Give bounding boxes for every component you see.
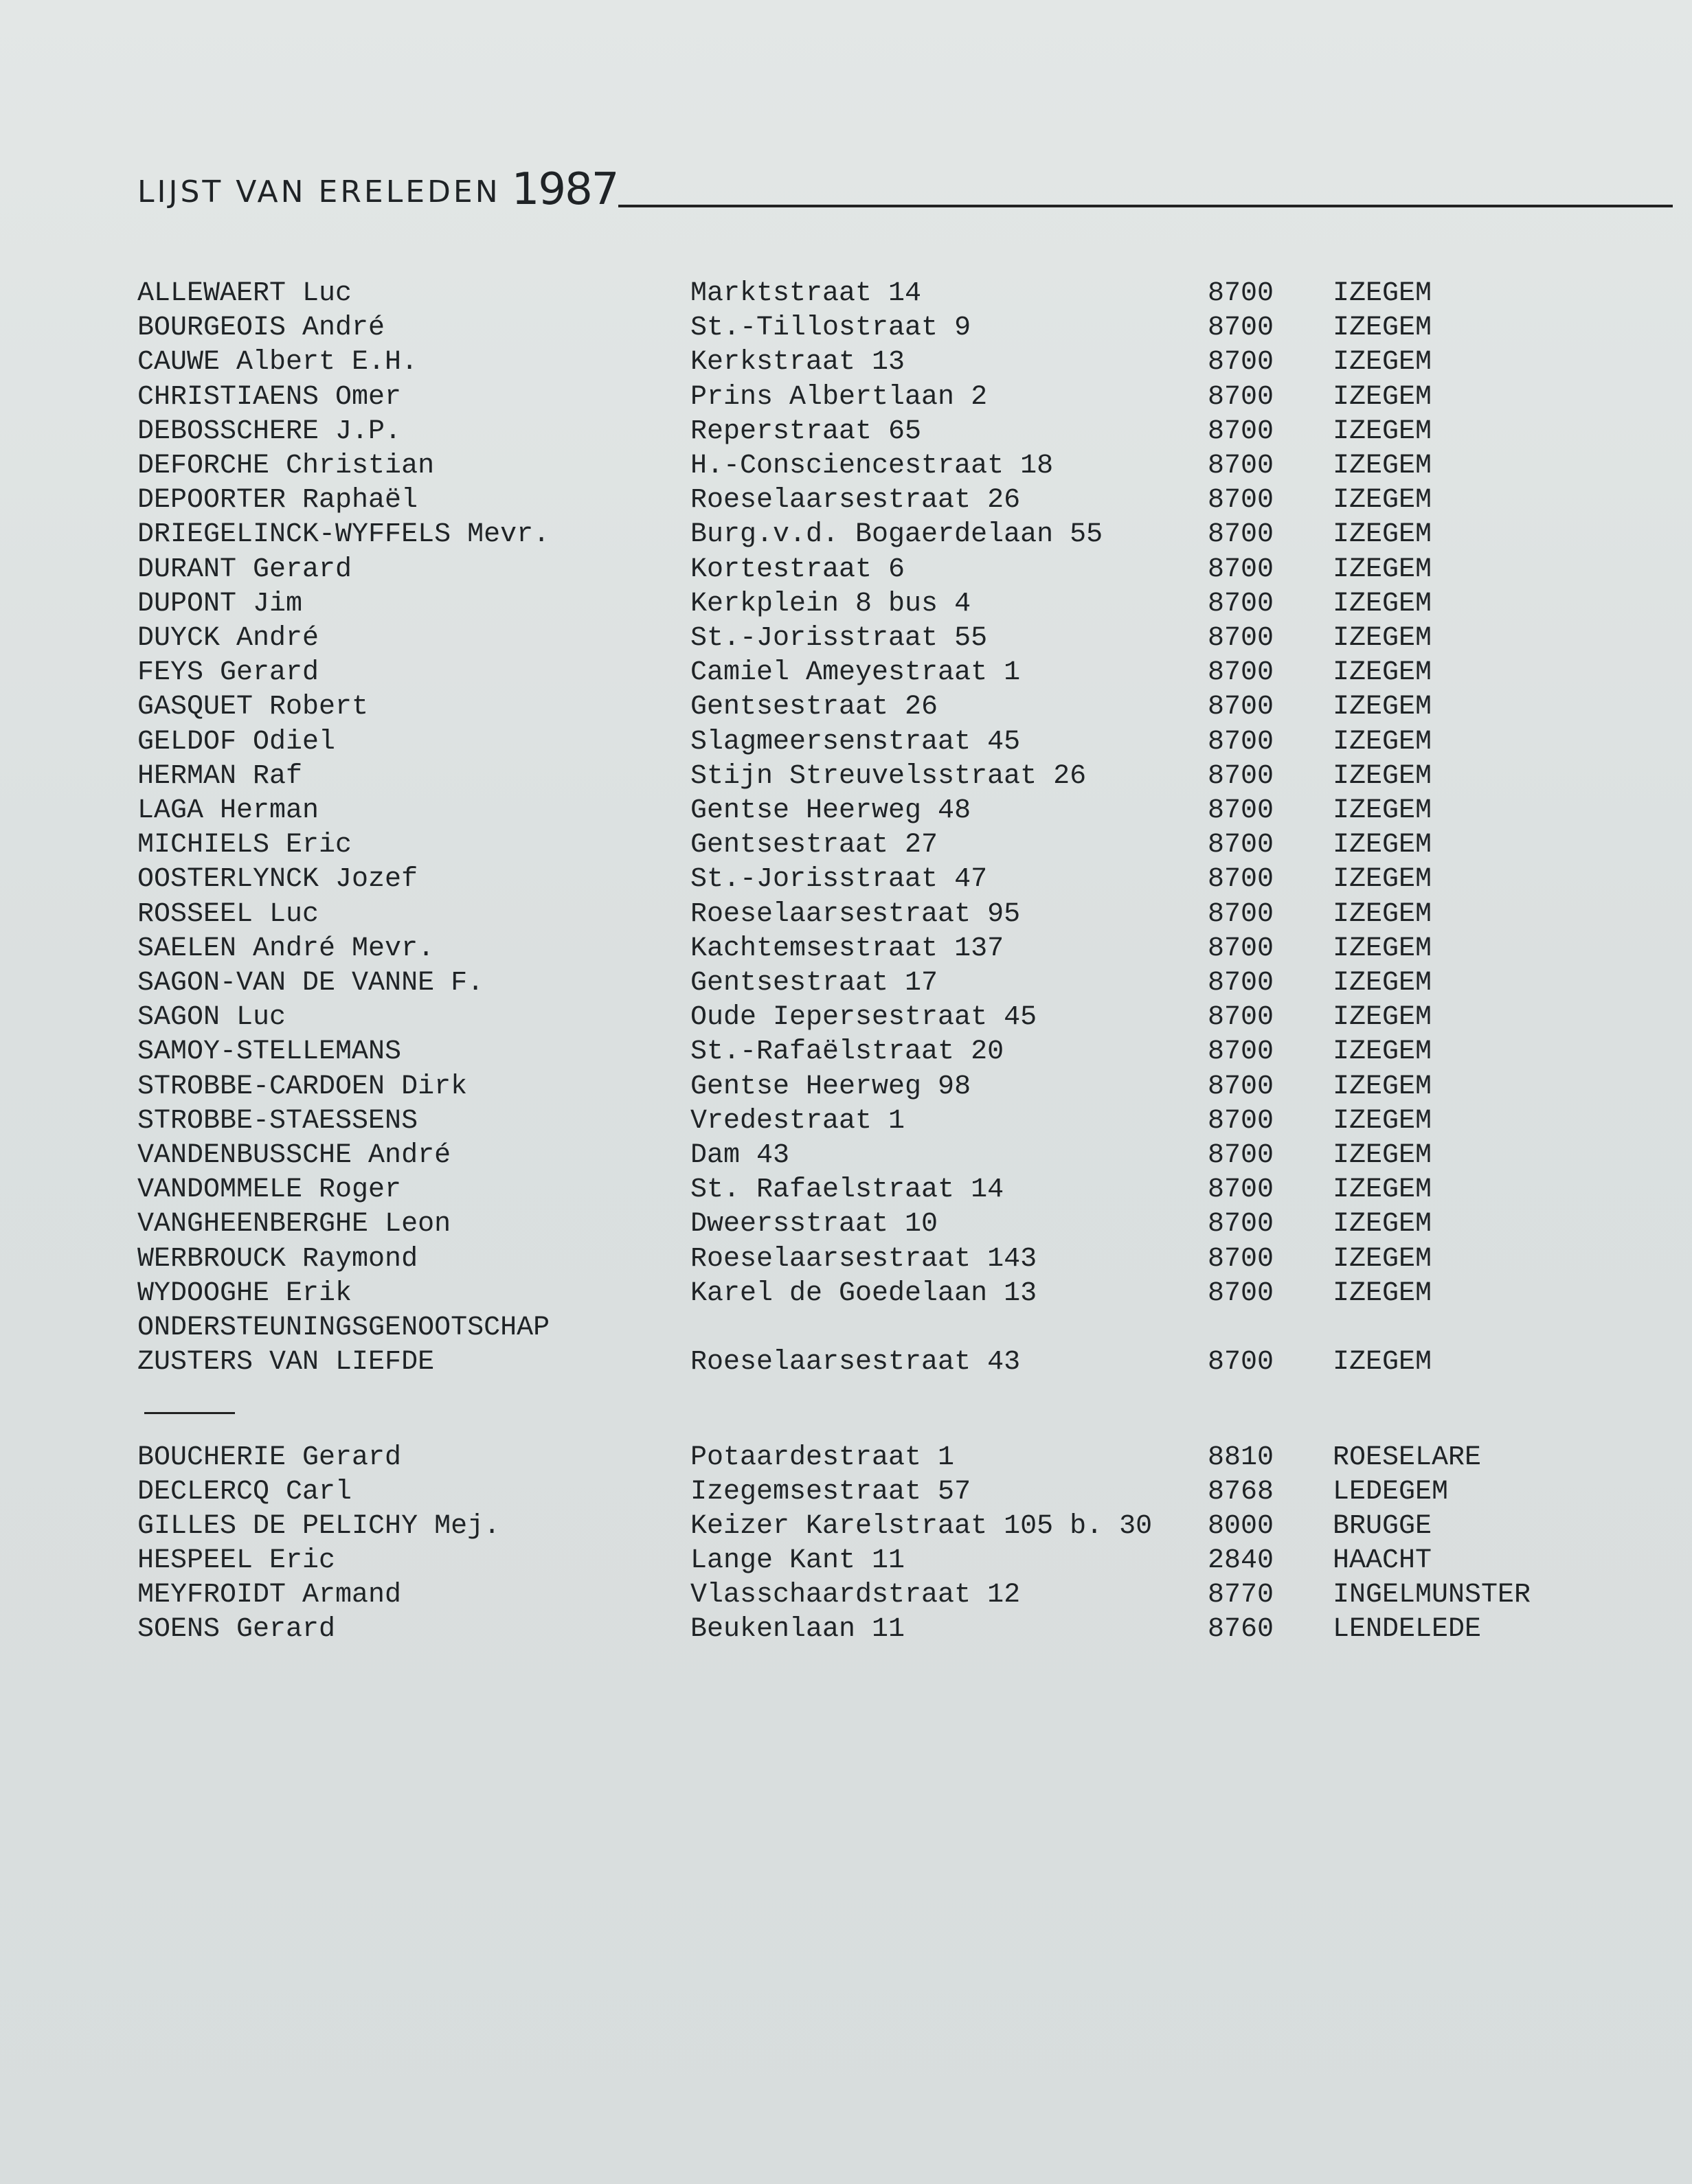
member-name: LAGA Herman	[137, 795, 319, 826]
member-street: Kerkstraat 13	[690, 347, 905, 378]
member-name: DEBOSSCHERE J.P.	[137, 416, 402, 447]
section-divider	[144, 1412, 235, 1414]
member-city: IZEGEM	[1333, 1243, 1432, 1275]
member-city: IZEGEM	[1333, 451, 1432, 481]
member-name: VANDENBUSSCHE André	[137, 1140, 451, 1171]
member-row	[0, 1613, 1692, 1647]
member-street: Burg.v.d. Bogaerdelaan 55	[690, 519, 1103, 551]
member-row	[0, 380, 1692, 415]
member-postal-code: 8700	[1208, 1347, 1274, 1378]
member-street: Reperstraat 65	[690, 416, 922, 447]
member-street: H.-Consciencestraat 18	[690, 451, 1054, 481]
member-name: GILLES DE PELICHY Mej.	[137, 1511, 501, 1542]
member-postal-code: 8768	[1208, 1477, 1274, 1508]
title-year: 1987	[511, 164, 618, 215]
member-row	[0, 587, 1692, 622]
member-row	[0, 1139, 1692, 1173]
member-name: DUYCK André	[137, 623, 319, 654]
member-street: Gentse Heerweg 98	[690, 1071, 971, 1102]
member-row	[0, 1475, 1692, 1510]
member-row	[0, 518, 1692, 552]
member-city: IZEGEM	[1333, 692, 1432, 723]
member-name: CAUWE Albert E.H.	[137, 347, 418, 378]
member-street: Dweersstraat 10	[690, 1209, 938, 1240]
member-row	[0, 863, 1692, 897]
member-row	[0, 690, 1692, 725]
member-postal-code: 8700	[1208, 485, 1274, 516]
member-row	[0, 277, 1692, 311]
member-row	[0, 725, 1692, 760]
title-underline	[618, 205, 1673, 207]
member-city: IZEGEM	[1333, 623, 1432, 654]
member-row	[0, 1544, 1692, 1578]
member-postal-code: 8700	[1208, 278, 1274, 309]
member-name: WERBROUCK Raymond	[137, 1243, 418, 1275]
member-street: Gentsestraat 26	[690, 692, 938, 723]
member-city: IZEGEM	[1333, 1347, 1432, 1378]
member-city: IZEGEM	[1333, 1277, 1432, 1309]
member-postal-code: 2840	[1208, 1545, 1274, 1576]
member-row	[0, 1173, 1692, 1207]
member-street: Potaardestraat 1	[690, 1442, 955, 1473]
member-postal-code: 8700	[1208, 1140, 1274, 1171]
member-name: SOENS Gerard	[137, 1614, 336, 1645]
member-city: LEDEGEM	[1333, 1477, 1449, 1508]
member-city: IZEGEM	[1333, 933, 1432, 964]
member-street: Kortestraat 6	[690, 554, 905, 585]
member-postal-code: 8700	[1208, 795, 1274, 826]
member-street: Roeselaarsestraat 143	[690, 1243, 1037, 1275]
member-name: DRIEGELINCK-WYFFELS Mevr.	[137, 519, 550, 551]
member-row	[0, 794, 1692, 828]
member-name: HESPEEL Eric	[137, 1545, 336, 1576]
member-row	[0, 449, 1692, 484]
member-postal-code: 8700	[1208, 416, 1274, 447]
member-city: IZEGEM	[1333, 416, 1432, 447]
member-postal-code: 8700	[1208, 554, 1274, 585]
member-name: HERMAN Raf	[137, 760, 303, 792]
member-name: BOUCHERIE Gerard	[137, 1442, 402, 1473]
member-row	[0, 898, 1692, 932]
member-postal-code: 8810	[1208, 1442, 1274, 1473]
member-city: IZEGEM	[1333, 726, 1432, 758]
member-name: WYDOOGHE Erik	[137, 1277, 352, 1309]
member-postal-code: 8700	[1208, 830, 1274, 861]
member-postal-code: 8700	[1208, 933, 1274, 964]
member-postal-code: 8700	[1208, 588, 1274, 619]
member-postal-code: 8700	[1208, 381, 1274, 413]
member-street: Slagmeersenstraat 45	[690, 726, 1021, 758]
member-postal-code: 8700	[1208, 451, 1274, 481]
member-name: MEYFROIDT Armand	[137, 1580, 402, 1611]
member-name: BOURGEOIS André	[137, 312, 385, 344]
member-city: IZEGEM	[1333, 1140, 1432, 1171]
member-name: CHRISTIAENS Omer	[137, 381, 402, 413]
member-street: St.-Rafaëlstraat 20	[690, 1036, 1004, 1068]
member-name: GELDOF Odiel	[137, 726, 336, 758]
member-row	[0, 1104, 1692, 1139]
member-postal-code: 8700	[1208, 898, 1274, 930]
member-postal-code: 8700	[1208, 1174, 1274, 1206]
member-street: Gentsestraat 17	[690, 968, 938, 999]
member-name: FEYS Gerard	[137, 657, 319, 689]
member-city: ROESELARE	[1333, 1442, 1482, 1473]
member-name: STROBBE-CARDOEN Dirk	[137, 1071, 468, 1102]
member-row	[0, 1441, 1692, 1475]
member-city: IZEGEM	[1333, 347, 1432, 378]
member-name: SAGON Luc	[137, 1002, 286, 1034]
member-row	[0, 656, 1692, 690]
member-postal-code: 8700	[1208, 347, 1274, 378]
member-row	[0, 345, 1692, 380]
member-city: BRUGGE	[1333, 1511, 1432, 1542]
member-street: Gentsestraat 27	[690, 830, 938, 861]
member-row	[0, 553, 1692, 587]
member-row	[0, 1242, 1692, 1277]
member-street: St. Rafaelstraat 14	[690, 1174, 1004, 1206]
member-city: IZEGEM	[1333, 795, 1432, 826]
member-name: ALLEWAERT Luc	[137, 278, 352, 309]
member-postal-code: 8700	[1208, 1036, 1274, 1068]
member-row	[0, 760, 1692, 794]
member-row	[0, 828, 1692, 863]
member-street: Dam 43	[690, 1140, 790, 1171]
member-city: IZEGEM	[1333, 1002, 1432, 1034]
member-row	[0, 1510, 1692, 1544]
member-row	[0, 1207, 1692, 1242]
member-row	[0, 1035, 1692, 1069]
member-city: IZEGEM	[1333, 381, 1432, 413]
member-row	[0, 1070, 1692, 1104]
member-street: St.-Tillostraat 9	[690, 312, 971, 344]
member-city: HAACHT	[1333, 1545, 1432, 1576]
member-city: IZEGEM	[1333, 554, 1432, 585]
member-city: LENDELEDE	[1333, 1614, 1482, 1645]
member-street: St.-Jorisstraat 47	[690, 864, 988, 896]
member-name: ROSSEEL Luc	[137, 898, 319, 930]
member-city: IZEGEM	[1333, 588, 1432, 619]
member-city: IZEGEM	[1333, 864, 1432, 896]
member-street: St.-Jorisstraat 55	[690, 623, 988, 654]
member-row	[0, 1311, 1692, 1345]
member-name: VANDOMMELE Roger	[137, 1174, 402, 1206]
member-postal-code: 8700	[1208, 1277, 1274, 1309]
member-name: DURANT Gerard	[137, 554, 352, 585]
member-name: SAMOY-STELLEMANS	[137, 1036, 402, 1068]
member-name: ZUSTERS VAN LIEFDE	[137, 1347, 435, 1378]
member-city: IZEGEM	[1333, 1209, 1432, 1240]
member-postal-code: 8700	[1208, 1105, 1274, 1137]
page-title	[137, 157, 1673, 215]
member-row	[0, 622, 1692, 656]
member-name: MICHIELS Eric	[137, 830, 352, 861]
member-street: Camiel Ameyestraat 1	[690, 657, 1021, 689]
member-row	[0, 1001, 1692, 1035]
member-name: DUPONT Jim	[137, 588, 303, 619]
member-postal-code: 8700	[1208, 760, 1274, 792]
member-street: Kachtemsestraat 137	[690, 933, 1004, 964]
member-postal-code: 8770	[1208, 1580, 1274, 1611]
member-city: IZEGEM	[1333, 1174, 1432, 1206]
member-city: IZEGEM	[1333, 519, 1432, 551]
member-postal-code: 8700	[1208, 1002, 1274, 1034]
member-street: Marktstraat 14	[690, 278, 922, 309]
member-street: Beukenlaan 11	[690, 1614, 905, 1645]
member-postal-code: 8700	[1208, 726, 1274, 758]
member-city: IZEGEM	[1333, 760, 1432, 792]
member-row	[0, 1578, 1692, 1613]
member-postal-code: 8700	[1208, 657, 1274, 689]
member-city: IZEGEM	[1333, 278, 1432, 309]
member-name: STROBBE-STAESSENS	[137, 1105, 418, 1137]
member-city: IZEGEM	[1333, 898, 1432, 930]
member-city: IZEGEM	[1333, 1105, 1432, 1137]
member-row	[0, 484, 1692, 518]
member-city: IZEGEM	[1333, 1071, 1432, 1102]
member-row	[0, 311, 1692, 345]
member-postal-code: 8700	[1208, 968, 1274, 999]
member-postal-code: 8700	[1208, 312, 1274, 344]
member-city: IZEGEM	[1333, 968, 1432, 999]
member-row	[0, 1345, 1692, 1380]
member-name: DEPOORTER Raphaël	[137, 485, 418, 516]
member-street: Oude Iepersestraat 45	[690, 1002, 1037, 1034]
member-row	[0, 966, 1692, 1001]
member-name: DEFORCHE Christian	[137, 451, 435, 481]
member-postal-code: 8700	[1208, 1071, 1274, 1102]
member-name: GASQUET Robert	[137, 692, 369, 723]
member-name: VANGHEENBERGHE Leon	[137, 1209, 451, 1240]
member-street: Kerkplein 8 bus 4	[690, 588, 971, 619]
member-street: Roeselaarsestraat 43	[690, 1347, 1021, 1378]
member-name: DECLERCQ Carl	[137, 1477, 352, 1508]
member-street: Lange Kant 11	[690, 1545, 905, 1576]
member-street: Keizer Karelstraat 105 b. 30	[690, 1511, 1153, 1542]
member-street: Karel de Goedelaan 13	[690, 1277, 1037, 1309]
member-city: IZEGEM	[1333, 657, 1432, 689]
member-postal-code: 8700	[1208, 1243, 1274, 1275]
member-name: ONDERSTEUNINGSGENOOTSCHAP	[137, 1312, 550, 1343]
member-street: Izegemsestraat 57	[690, 1477, 971, 1508]
member-street: Roeselaarsestraat 95	[690, 898, 1021, 930]
member-city: IZEGEM	[1333, 312, 1432, 344]
member-name: SAGON-VAN DE VANNE F.	[137, 968, 484, 999]
member-row	[0, 415, 1692, 449]
member-name: SAELEN André Mevr.	[137, 933, 435, 964]
member-city: INGELMUNSTER	[1333, 1580, 1531, 1611]
member-postal-code: 8700	[1208, 864, 1274, 896]
member-street: Prins Albertlaan 2	[690, 381, 988, 413]
title-text: LIJST VAN ERELEDEN	[137, 174, 501, 209]
member-postal-code: 8700	[1208, 519, 1274, 551]
member-street: Vredestraat 1	[690, 1105, 905, 1137]
member-city: IZEGEM	[1333, 830, 1432, 861]
member-postal-code: 8700	[1208, 623, 1274, 654]
member-postal-code: 8000	[1208, 1511, 1274, 1542]
member-street: Vlasschaardstraat 12	[690, 1580, 1021, 1611]
member-row	[0, 932, 1692, 966]
member-street: Stijn Streuvelsstraat 26	[690, 760, 1087, 792]
member-row	[0, 1277, 1692, 1311]
member-postal-code: 8700	[1208, 1209, 1274, 1240]
member-name: OOSTERLYNCK Jozef	[137, 864, 418, 896]
member-postal-code: 8700	[1208, 692, 1274, 723]
member-street: Roeselaarsestraat 26	[690, 485, 1021, 516]
member-city: IZEGEM	[1333, 1036, 1432, 1068]
member-street: Gentse Heerweg 48	[690, 795, 971, 826]
member-city: IZEGEM	[1333, 485, 1432, 516]
member-postal-code: 8760	[1208, 1614, 1274, 1645]
